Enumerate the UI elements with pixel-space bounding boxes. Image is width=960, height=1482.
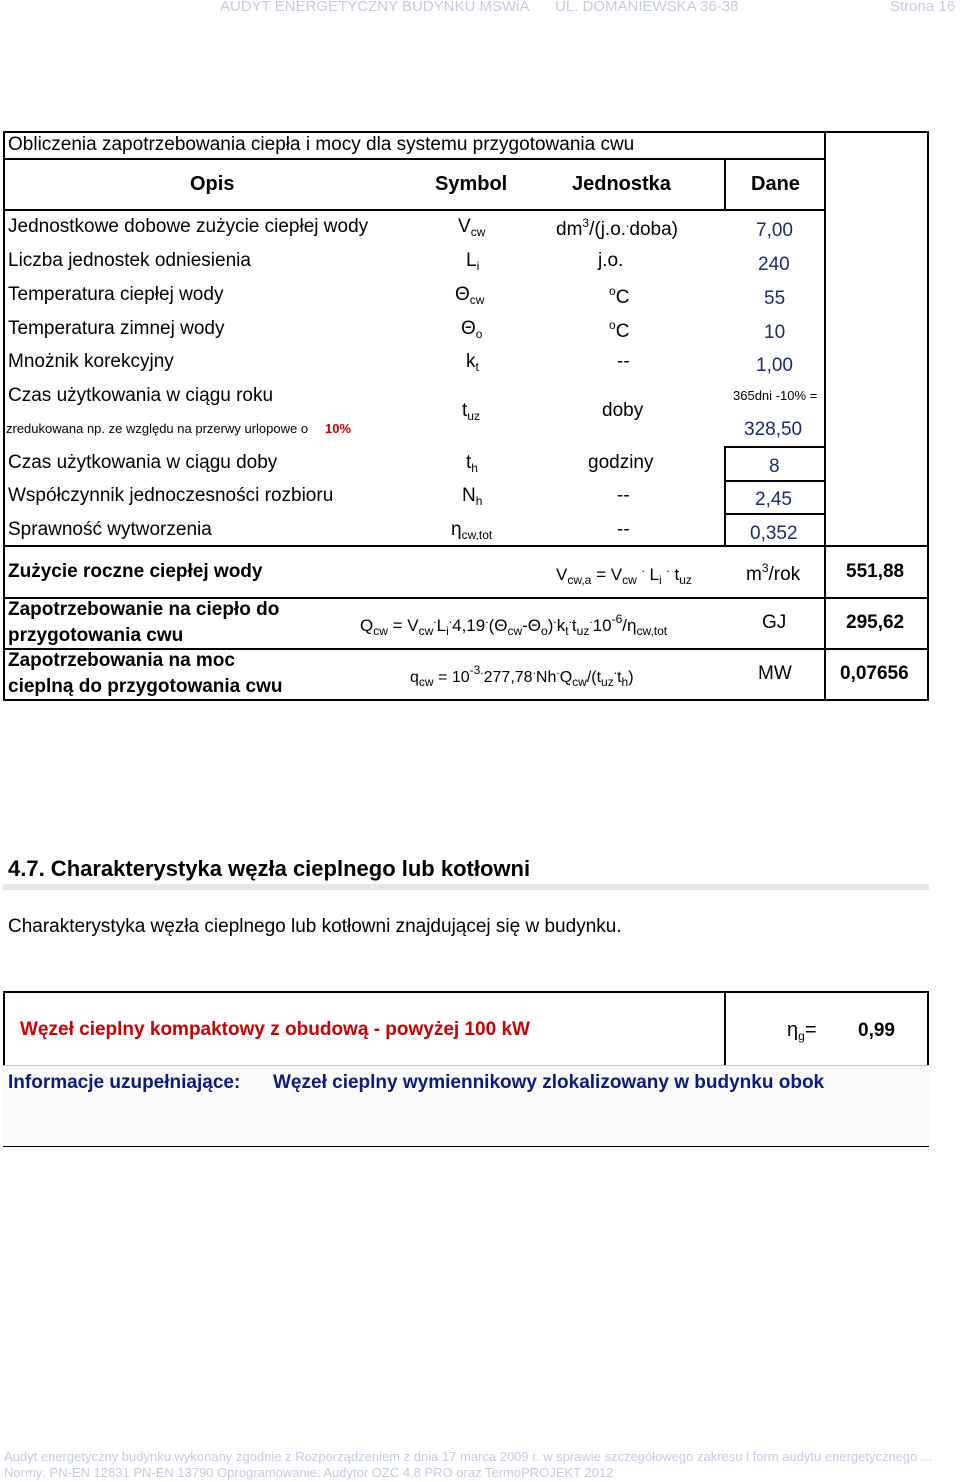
header-address: UL. DOMANIEWSKA 36-38 (555, 0, 739, 15)
result-unit: $m^3$/rok (746, 561, 801, 585)
row-symbol: $N_h$ (462, 485, 483, 508)
result-formula: $Q_{cw} = V_{cw}^.L_i^.4,19^.(\Theta_{cw}-\Theta_o)^.k_t^.t_{uz}^.10^{-6}/\eta_{cw,tot}$ (360, 612, 668, 638)
result-label-line1: Zapotrzebowania na moc (8, 650, 235, 671)
footer-norms: Normy: PN-EN 12831 PN-EN 13790 Oprogramowanie: Audytor OZC 4.8 PRO oraz TermoPROJEKT 2012 (4, 1465, 614, 1480)
row-symbol: $\Theta_o$ (461, 318, 483, 341)
result-value: 0,07656 (840, 663, 909, 684)
row-value: 240 (758, 254, 790, 275)
table-title: Obliczenia zapotrzebowania ciepła i mocy dla systemu przygotowania cwu (8, 134, 635, 155)
result-formula: $q_{cw} = 10^{-3.}277,78^.Nh^.Q_{cw}/(t_{uz}^.t_h)$ (410, 663, 634, 689)
row-value: 10 (764, 322, 786, 343)
result-value: 551,88 (846, 561, 905, 582)
section-text: Charakterystyka węzła cieplnego lub kotłowni znajdującej się w budynku. (8, 916, 622, 937)
result-label-line1: Zapotrzebowanie na ciepło do (8, 599, 280, 620)
result-unit: GJ (762, 612, 787, 633)
row-description-note: zredukowana np. ze względu na przerwy urlopowe o (6, 421, 309, 436)
section-heading: 4.7. Charakterystyka węzła cieplnego lub kotłowni (8, 856, 531, 881)
heat-node-type: Węzeł cieplny kompaktowy z obudową - powyżej 100 kW (20, 1019, 530, 1040)
result-unit: MW (758, 663, 792, 684)
row-percent: 10% (325, 421, 352, 436)
row-value: 1,00 (756, 355, 793, 376)
row-symbol: $\eta_{cw,tot}$ (451, 519, 493, 542)
row-value: 7,00 (756, 220, 793, 241)
row-unit: -- (617, 351, 630, 372)
row-description: Jednostkowe dobowe zużycie ciepłej wody (8, 216, 369, 237)
row-description: Współczynnik jednoczesności rozbioru (8, 485, 334, 506)
row-symbol: $L_i$ (466, 250, 480, 273)
row-unit: j.o. (598, 250, 624, 271)
header-page-number: Strona 16 (890, 0, 956, 15)
efficiency-value: 0,99 (858, 1020, 895, 1041)
result-label-line2: cieplną do przygotowania cwu (8, 676, 283, 697)
row-unit: -- (617, 485, 630, 506)
result-formula: $V_{cw,a} = V_{cw}$ . $L_i$ . $t_{uz}$ (556, 561, 692, 587)
header-audit-title: AUDYT ENERGETYCZNY BUDYNKU MSWiA (220, 0, 530, 15)
info-label: Informacje uzupełniające: (8, 1072, 241, 1093)
row-symbol: $V_{cw}$ (458, 216, 486, 239)
col-header-opis: Opis (190, 173, 235, 195)
row-description: Temperatura zimnej wody (8, 318, 225, 339)
row-description: Czas użytkowania w ciągu doby (8, 452, 278, 473)
row-value-note: 365dni -10% = (733, 388, 818, 403)
row-value: 328,50 (744, 419, 803, 440)
row-symbol: $t_h$ (466, 452, 478, 475)
row-value: 8 (769, 456, 780, 477)
footer-regulation: Audyt energetyczny budynku wykonany zgodnie z Rozporządzeniem z dnia 17 marca 2009 r. w sprawie szczegółowego zakresu i form audytu energetycznego ... (4, 1449, 932, 1464)
result-label: Zużycie roczne ciepłej wody (8, 561, 263, 582)
col-header-symbol: Symbol (435, 173, 508, 195)
info-text: Węzeł cieplny wymiennikowy zlokalizowany w budynku obok (273, 1072, 825, 1093)
row-unit: -- (617, 519, 630, 540)
row-description: Mnożnik korekcyjny (8, 351, 174, 372)
row-unit: $^o$C (609, 318, 630, 342)
row-description: Czas użytkowania w ciągu roku (8, 385, 274, 406)
row-unit: doby (602, 400, 644, 421)
row-symbol: $k_t$ (466, 351, 479, 374)
result-label-line2: przygotowania cwu (8, 625, 184, 646)
row-unit: godziny (588, 452, 654, 473)
row-description: Liczba jednostek odniesienia (8, 250, 251, 271)
result-value: 295,62 (846, 612, 905, 633)
row-unit: $dm^3/(j.o.^.doba)$ (556, 216, 678, 240)
row-value: 55 (764, 288, 786, 309)
row-symbol: $t_{uz}$ (462, 400, 480, 423)
row-description: Sprawność wytworzenia (8, 519, 212, 540)
row-symbol: $\Theta_{cw}$ (455, 284, 485, 307)
col-header-dane: Dane (751, 173, 800, 195)
efficiency-label: $\eta_g=$ (787, 1019, 817, 1043)
col-header-jednostka: Jednostka (572, 173, 671, 195)
row-value: 0,352 (750, 523, 798, 544)
row-unit: $^o$C (609, 284, 630, 308)
row-value: 2,45 (755, 489, 792, 510)
row-description: Temperatura ciepłej wody (8, 284, 224, 305)
heading-underline (3, 884, 929, 890)
